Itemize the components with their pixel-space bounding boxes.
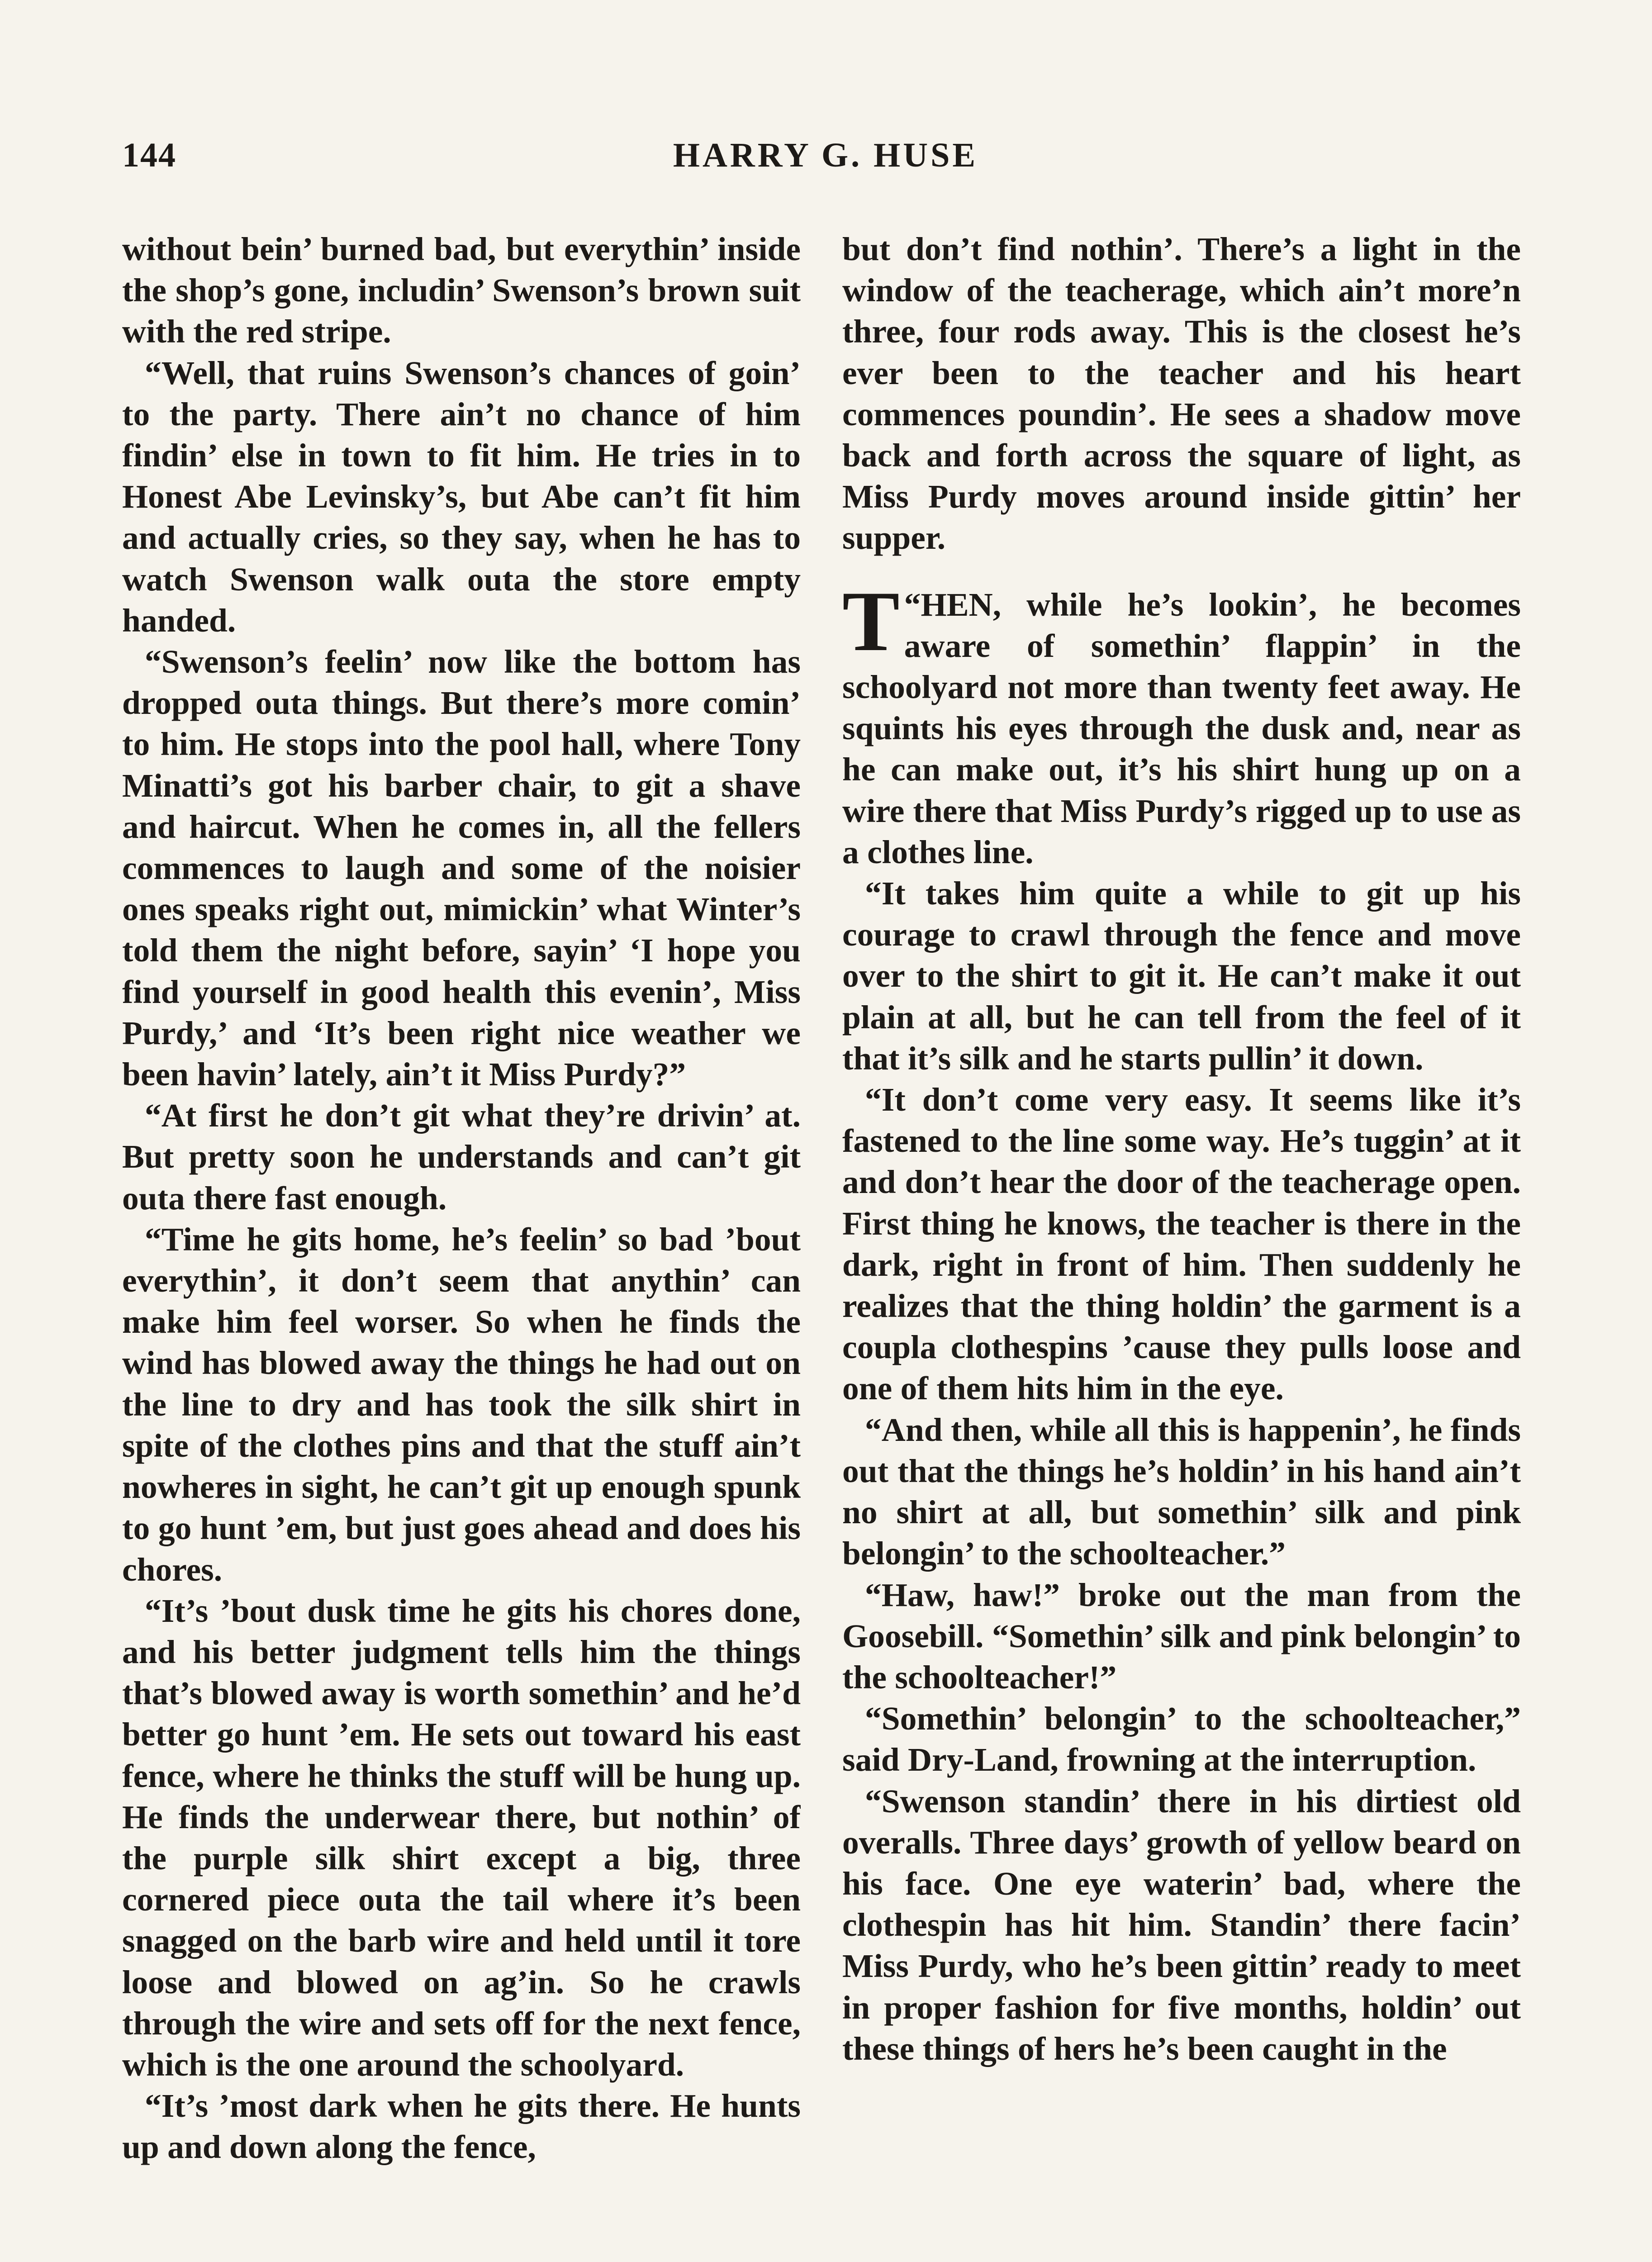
paragraph: but don’t find nothin’. There’s a light in the window of the teacherage, which ain’t more’n three, four rods away. This is the closest he’s ever been to the teacher and his heart commences poundin’. He sees a shadow move back and forth across the square of light, as Miss Purdy moves around inside gittin’ her supper. <box>842 231 1521 556</box>
running-head: HARRY G. HUSE <box>673 136 978 174</box>
paragraph: “At first he don’t git what they’re drivin’ at. But pretty soon he understands and can’t git outa there fast enough. <box>122 1097 801 1217</box>
opening-quote: “ <box>904 586 921 623</box>
paragraph: “It don’t come very easy. It seems like it’s fastened to the line some way. He’s tuggin’ at it and don’t hear the door of the teacherage open. First thing he knows, the teacher is there in the dark, right in front of him. Then suddenly he realizes that the thing holdin’ the garment is a coupla clothespins ’cause they pulls loose and one of them hits him in the eye. <box>842 1081 1521 1407</box>
drop-cap: T <box>842 574 900 669</box>
paragraph: “And then, while all this is happenin’, he finds out that the things he’s holdin’ in his hand ain’t no shirt at all, but somethin’ silk and pink belongin’ to the schoolteacher.” <box>842 1411 1521 1572</box>
paragraph: “Well, that ruins Swenson’s chances of goin’ to the party. There ain’t no chance of him findin’ else in town to fit him. He tries in to Honest Abe Levinsky’s, but Abe can’t fit him and actually cries, so they say, when he has to watch Swenson walk outa the store empty handed. <box>122 354 801 639</box>
paragraph: “It’s ’most dark when he gits there. He hunts up and down along the fence, <box>122 2087 801 2166</box>
drop-cap-paragraph-text: HEN, while he’s lookin’, he becomes aware of somethin’ flappin’ in the schoolyard not more than twenty feet away. He squints his eyes through the dusk and, near as he can make out, it’s his shirt hung up on a wire there that Miss Purdy’s rigged up to use as a clothes line. <box>842 586 1521 870</box>
paragraph: “Time he gits home, he’s feelin’ so bad ’bout everythin’, it don’t seem that anythin’ can make him feel worser. So when he finds the wind has blowed away the things he had out on the line to dry and has took the silk shirt in spite of the clothes pins and that the stuff ain’t nowheres in sight, he can’t git up enough spunk to go hunt ’em, but just goes ahead and does his chores. <box>122 1221 801 1588</box>
paragraph: “Swenson standin’ there in his dirtiest old overalls. Three days’ growth of yellow beard on his face. One eye waterin’ bad, where the clothespin has hit him. Standin’ there facin’ Miss Purdy, who he’s been gittin’ ready to meet in proper fashion for five months, holdin’ out these things of hers he’s been caught in the <box>842 1782 1521 2067</box>
paragraph: “Haw, haw!” broke out the man from the Goosebill. “Somethin’ silk and pink belongin’ to the schoolteacher!” <box>842 1576 1521 1696</box>
right-column <box>842 228 1521 2262</box>
section-opening-paragraph <box>842 574 1521 873</box>
paragraph: “It takes him quite a while to git up his courage to crawl through the fence and move over to the shirt to git it. He can’t make it out plain at all, but he can tell from the feel of it that it’s silk and he starts pullin’ it down. <box>842 875 1521 1077</box>
paragraph: “It’s ’bout dusk time he gits his chores done, and his better judgment tells him the things that’s blowed away is worth somethin’ and he’d better go hunt ’em. He sets out toward his east fence, where he thinks the stuff will be hung up. He finds the underwear there, but nothin’ of the purple silk shirt except a big, three cornered piece outa the tail where it’s been snagged on the barb wire and held until it tore loose and blowed on ag’in. So he crawls through the wire and sets off for the next fence, which is the one around the schoolyard. <box>122 1592 801 2083</box>
paragraph: without bein’ burned bad, but everythin’ inside the shop’s gone, includin’ Swenson’s brown suit with the red stripe. <box>122 231 801 350</box>
left-column <box>122 228 801 2262</box>
page-header <box>122 136 1529 190</box>
paragraph: “Swenson’s feelin’ now like the bottom has dropped outa things. But there’s more comin’ to him. He stops into the pool hall, where Tony Minatti’s got his barber chair, to git a shave and haircut. When he comes in, all the fellers commences to laugh and some of the noisier ones speaks right out, mimickin’ what Winter’s told them the night before, sayin’ ‘I hope you find yourself in good health this evenin’, Miss Purdy,’ and ‘It’s been right nice weather we been havin’ lately, ain’t it Miss Purdy?” <box>122 643 801 1093</box>
paragraph: “Somethin’ belongin’ to the schoolteacher,” said Dry-Land, frowning at the interruption. <box>842 1700 1521 1778</box>
page-number: 144 <box>122 136 176 174</box>
